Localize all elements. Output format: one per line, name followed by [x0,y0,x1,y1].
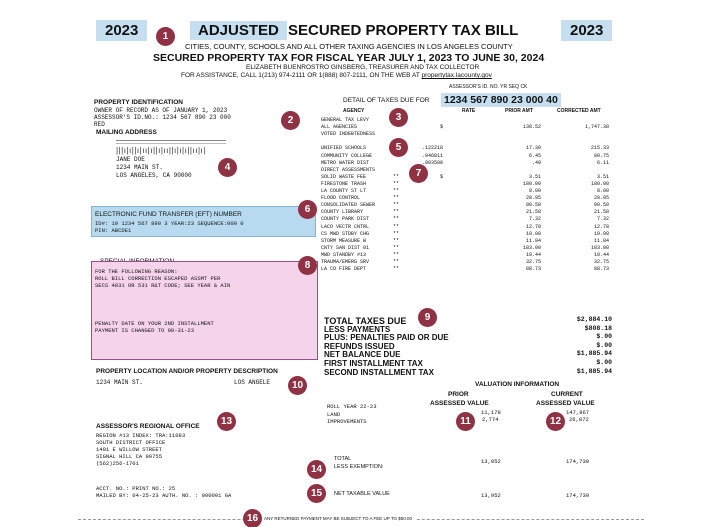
tax-phone-marker: ** [393,216,400,223]
tax-row [321,224,609,230]
tax-agency: DIRECT ASSESSMENTS [321,166,376,173]
tax-phone-marker: ** [393,223,400,230]
tax-agency: COUNTY PARK DIST [321,216,370,223]
total-label: TOTAL [334,456,352,462]
tax-phone-marker: ** [393,195,400,202]
regional-office-heading: ASSESSOR'S REGIONAL OFFICE [96,423,200,430]
tax-agency: CNTY SAN DIST 01 [321,244,370,251]
summary-value: $808.18 [584,324,612,332]
tax-row [321,117,609,123]
tax-prior-amount: 21.58 [525,209,541,216]
tax-row [321,238,609,244]
tax-corrected-amount: 10.00 [593,230,609,237]
callout-13: 13 [217,412,236,431]
postal-barcode: |||ı|ı||ı|ıı|ı||ı|ıı||ı|ı|ı||ıı|ı| [116,146,206,155]
tax-row [321,174,609,180]
tax-phone-marker: ** [393,230,400,237]
callout-11: 11 [456,412,475,431]
tax-agency: MWD STANDBY #13 [321,251,367,258]
summary-label: REFUNDS ISSUED [324,341,395,351]
assistance-text: FOR ASSISTANCE, CALL 1(213) 974-2111 OR 1(888) 807-2111, ON THE WEB AT [181,72,422,79]
tax-agency: GENERAL TAX LEVY [321,117,370,123]
adjusted-badge: ADJUSTED [190,21,287,40]
region-line-5: (562)256-1701 [96,460,139,467]
special-info-box [91,261,318,360]
callout-6: 6 [298,200,317,219]
summary-value: $.00 [596,341,612,349]
tax-agency: STORM MEASURE W [321,237,367,244]
tax-prior-amount: 6.45 [528,152,541,159]
summary-row [324,368,612,377]
tax-prior-amount: .49 [531,159,541,166]
total-prior: 13,952 [481,458,501,465]
tax-prior-amount: 32.75 [525,259,541,265]
property-location-address: 1234 MAIN ST. [96,379,143,386]
tax-agency: LA CO FIRE DEPT [321,266,367,273]
roll-year: ROLL YEAR 22-23 [327,403,377,410]
tax-corrected-amount: 80.75 [593,152,609,159]
valuation-current-heading: CURRENT [551,391,583,398]
tax-row [321,216,609,222]
tax-agency: VOTED INDEBTEDNESS [321,131,376,138]
tax-corrected-amount: 8.00 [596,188,609,194]
tax-row [321,145,609,151]
tax-row [321,131,609,137]
region-line-2: SOUTH DISTRICT OFFICE [96,439,166,446]
tax-corrected-amount: 1,747.38 [584,124,609,131]
summary-label: SECOND INSTALLMENT TAX [324,367,434,377]
assistance-line [181,72,492,79]
tax-rate: .046811 [421,152,443,159]
assessor-id-line: ASSESSOR'S ID.NO.: 1234 567 890 23 000 [94,114,231,121]
tax-phone-marker: ** [393,180,400,187]
summary-value: $.00 [596,333,612,341]
summary-label: FIRST INSTALLMENT TAX [324,359,423,368]
tax-prior-amount: 180.00 [522,180,541,187]
summary-label: LESS PAYMENTS [324,324,391,334]
summary-value: $.00 [596,359,612,366]
summary-value: $2,884.10 [576,316,612,323]
tax-row [321,138,609,144]
special-line-3: SECS 4831 OR 531 R&T CODE; SEE YEAR & AIN [95,282,231,289]
owner-of-record: OWNER OF RECORD AS OF JANUARY 1, 2023 [94,107,228,114]
tax-corrected-amount: 21.58 [593,209,609,216]
tax-rate: $ [439,173,443,180]
tax-corrected-amount: 10.44 [593,251,609,258]
tax-corrected-amount: 90.50 [593,202,609,209]
tax-row [321,181,609,187]
year-badge-left: 2023 [96,20,147,41]
special-line-6: PENALTY DATE ON YOUR 2ND INSTALLMENT [95,320,214,327]
code-line: RED [94,121,105,128]
tax-row [321,188,609,194]
col-agency: AGENCY [343,108,365,114]
land-current: 147,867 [566,409,590,416]
eft-heading: ELECTRONIC FUND TRANSFER (EFT) NUMBER [95,211,242,218]
col-prior-amt: PRIOR AMT [505,108,533,114]
tax-phone-marker: ** [393,259,400,265]
callout-7: 7 [409,164,428,183]
tax-row [321,167,609,173]
valuation-heading: VALUATION INFORMATION [475,381,560,388]
net-taxable-label: NET TAXABLE VALUE [334,491,390,497]
improvements-label: IMPROVEMENTS [327,418,367,425]
tax-phone-marker: ** [393,237,400,244]
region-line-4: SIGNAL HILL CA 90755 [96,453,163,460]
mailing-line-2: 1234 MAIN ST. [116,164,163,171]
bill-subtitle: CITIES, COUNTY, SCHOOLS AND ALL OTHER TAXING AGENCIES IN LOS ANGELES COUNTY [185,42,513,51]
valuation-current-assessed: ASSESSED VALUE [536,400,595,407]
tax-row [321,195,609,201]
tax-row [321,231,609,237]
net-prior: 13,952 [481,492,501,499]
fiscal-year-line: SECURED PROPERTY TAX FOR FISCAL YEAR JULY 1, 2023 TO JUNE 30, 2024 [153,52,545,64]
tax-corrected-amount: 183.00 [590,244,609,251]
mailing-line-1: JANE DOE [116,156,145,163]
tax-prior-amount: 17.30 [525,145,541,152]
tax-corrected-amount: 6.11 [596,159,609,166]
land-prior: 11,178 [481,409,501,416]
tax-row [321,266,609,272]
tax-corrected-amount: 215.33 [590,145,609,152]
tax-agency: CS MWD STDBY CHG [321,230,370,237]
tax-agency: LACO VECTR CNTRL [321,223,370,230]
col-rate: RATE [462,108,476,114]
summary-label: PLUS: PENALTIES PAID OR DUE [324,333,449,343]
tax-prior-amount: 3.51 [528,173,541,180]
mailing-address-heading: MAILING ADDRESS [96,129,157,136]
callout-4: 4 [218,158,237,177]
region-line-3: 1401 E WILLOW STREET [96,446,163,453]
property-location-heading: PROPERTY LOCATION AND/OR PROPERTY DESCRIPTION [96,368,278,375]
assistance-link[interactable]: propertytax.lacounty.gov [421,72,492,79]
tax-row [321,124,609,130]
tax-corrected-amount: 12.78 [593,223,609,230]
eft-line-1: ID#: 19 1234 567 890 3 YEAR:23 SEQUENCE:000 0 [95,220,244,227]
collector-line: ELIZABETH BUENROSTRO GINSBERG, TREASURER AND TAX COLLECTOR [246,64,480,71]
eft-line-2: PIN: ABCDE1 [95,227,132,234]
tax-phone-marker: ** [393,251,400,258]
callout-14: 14 [307,460,326,479]
summary-label: TOTAL TAXES DUE [324,316,407,326]
special-line-1: FOR THE FOLLOWING REASON: [95,268,178,275]
callout-9: 9 [418,308,437,327]
tax-corrected-amount: 88.73 [593,266,609,273]
tax-agency: TRAUMA/EMERG SRV [321,259,370,265]
tax-prior-amount: 12.78 [525,223,541,230]
returned-payment-note: ANY RETURNED PAYMENT MAY BE SUBJECT TO A FEE UP TO $50.00 [260,516,416,521]
improvements-current: 26,872 [569,416,589,423]
tax-phone-marker: ** [393,209,400,216]
region-line-1: REGION #13 INDEX: TRA:11083 [96,432,186,439]
acct-line: ACCT. NO.: PRINT NO.: 25 [96,485,176,492]
assessor-id-box: 1234 567 890 23 000 40 [441,93,561,107]
tax-phone-marker: ** [393,244,400,251]
tax-rate: .003500 [421,159,443,166]
tax-agency: COMMUNITY COLLEGE [321,152,373,159]
tax-prior-amount: 11.84 [525,237,541,244]
land-label: LAND [327,411,341,418]
callout-8: 8 [298,256,317,275]
callout-10: 10 [288,376,307,395]
tax-phone-marker: ** [393,202,400,209]
tax-phone-marker: ** [393,188,400,194]
callout-12: 12 [546,412,565,431]
tax-prior-amount: 138.52 [522,124,541,131]
callout-1: 1 [156,27,175,46]
callout-3: 3 [389,108,408,127]
callout-2: 2 [281,111,300,130]
mailing-line-3: LOS ANGELES, CA 90000 [116,172,192,179]
tax-agency: CONSOLIDATED SEWER [321,202,376,209]
tax-row [321,160,609,166]
tax-prior-amount: 90.50 [525,202,541,209]
tax-agency: FIRESTONE TRASH [321,180,367,187]
tax-prior-amount: 10.00 [525,230,541,237]
special-line-7: PAYMENT IS CHANGED TO 08-31-23 [95,327,195,334]
mailed-line: MAILED BY: 04-25-23 AUTH. NO. : 000001 GA [96,492,232,499]
tax-corrected-amount: 3.51 [596,173,609,180]
callout-16: 16 [243,509,262,527]
callout-15: 15 [307,484,326,503]
improvements-prior: 2,774 [482,416,499,423]
tax-row [321,259,609,265]
property-identification-heading: PROPERTY IDENTIFICATION [94,99,183,106]
assessor-id-columns: ASSESSOR'S ID. NO. YR SEQ CK [449,84,528,90]
property-location-city: LOS ANGELE [234,379,271,386]
tax-corrected-amount: 7.32 [596,216,609,223]
tax-prior-amount: 8.00 [528,188,541,194]
summary-value: $1,885.94 [576,350,612,358]
net-current: 174,739 [566,492,590,499]
callout-5: 5 [389,138,408,157]
less-exemption-label: LESS EXEMPTION: [334,464,384,470]
tax-corrected-amount: 32.75 [593,259,609,265]
tax-agency: LA COUNTY ST LT [321,188,367,194]
tax-prior-amount: 10.44 [525,251,541,258]
tax-corrected-amount: 11.84 [593,237,609,244]
year-badge-right: 2023 [561,20,612,41]
tax-rate: $ [439,124,443,131]
tax-row [321,153,609,159]
tax-agency: ALL AGENCIES [321,124,358,131]
barcode-line-2 [116,143,226,144]
barcode-line-1 [116,140,226,141]
tax-prior-amount: 28.95 [525,195,541,202]
total-current: 174,739 [566,458,590,465]
tax-agency: UNIFIED SCHOOLS [321,145,367,152]
summary-label: NET BALANCE DUE [324,350,401,360]
tax-rate: .122218 [421,145,443,152]
tax-prior-amount: 7.32 [528,216,541,223]
valuation-prior-assessed: ASSESSED VALUE [430,400,489,407]
col-corrected-amt: CORRECTED AMT [557,108,601,114]
tax-row [321,202,609,208]
valuation-prior-heading: PRIOR [448,391,469,398]
tax-detail-heading: DETAIL OF TAXES DUE FOR [343,97,430,104]
tax-phone-marker: ** [393,266,400,273]
tax-row [321,252,609,258]
summary-value: $1,885.94 [576,367,612,375]
bill-title: SECURED PROPERTY TAX BILL [288,22,519,39]
tax-agency: SOLID WASTE FEE [321,173,367,180]
tax-phone-marker: ** [393,173,400,180]
tax-corrected-amount: 180.00 [590,180,609,187]
tax-prior-amount: 183.00 [522,244,541,251]
tax-agency: METRO WATER DIST [321,159,370,166]
tax-row [321,245,609,251]
tax-row [321,209,609,215]
special-line-2: ROLL BILL CORRECTION ESCAPED ASSMT PER [95,275,221,282]
tax-prior-amount: 88.73 [525,266,541,273]
tax-corrected-amount: 28.95 [593,195,609,202]
tax-agency: FLOOD CONTROL [321,195,361,202]
eft-box [91,206,316,237]
tax-agency: COUNTY LIBRARY [321,209,364,216]
